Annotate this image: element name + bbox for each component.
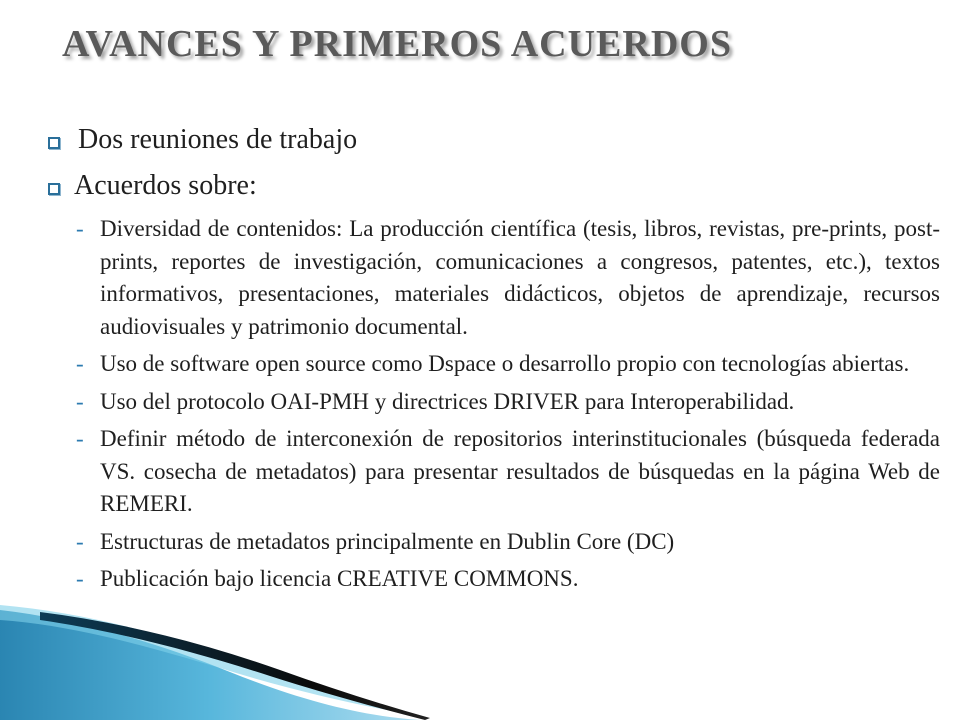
sub-bullet-item [76,386,940,419]
dash-marker: - [76,566,84,591]
dash-marker: - [76,528,84,554]
dash-marker: - [76,388,84,414]
sub-bullet-text: Diversidad de contenidos: La producción científica (tesis, libros, revistas, pre-prints, post-prints, reportes de investigación, comunicaciones a congresos, patentes, etc.), textos informativos, presentaciones, materiales didácticos, objetos de aprendizaje, recursos audiovisuales y patrimonio documental. [100,216,940,339]
bullet-item [48,163,940,209]
sub-bullet-text: Definir método de interconexión de repositorios interinstitucionales (búsqueda federada VS. cosecha de metadatos) para presentar resultados de búsquedas en la página Web de REMERI. [100,426,940,516]
bullet-text: Acuerdos sobre: [74,170,257,201]
dash-marker: - [76,216,84,241]
sub-bullet-item [76,526,940,559]
sub-bullet-text: Uso de software open source como Dspace o desarrollo propio con tecnologías abiertas. [100,351,910,376]
sub-bullet-text: Estructuras de metadatos principalmente en Dublin Core (DC) [100,528,675,554]
square-bullet-icon [48,183,60,195]
bullet-text: Dos reuniones de trabajo [78,124,358,155]
bullet-item [48,117,940,163]
dash-marker: - [76,351,84,376]
sub-bullet-text: Publicación bajo licencia CREATIVE COMMONS. [100,566,579,591]
sub-bullet-item [76,563,940,596]
sub-bullet-item [76,348,940,381]
dash-marker: - [76,426,84,451]
sub-bullet-item [76,423,940,521]
sub-bullet-item [76,213,940,343]
sub-bullet-text: Uso del protocolo OAI-PMH y directrices DRIVER para Interoperabilidad. [100,388,795,414]
square-bullet-icon [48,137,60,149]
sub-bullet-list [48,213,940,596]
bullet-list [48,117,940,601]
slide-title: AVANCES Y PRIMEROS ACUERDOS [62,23,732,65]
